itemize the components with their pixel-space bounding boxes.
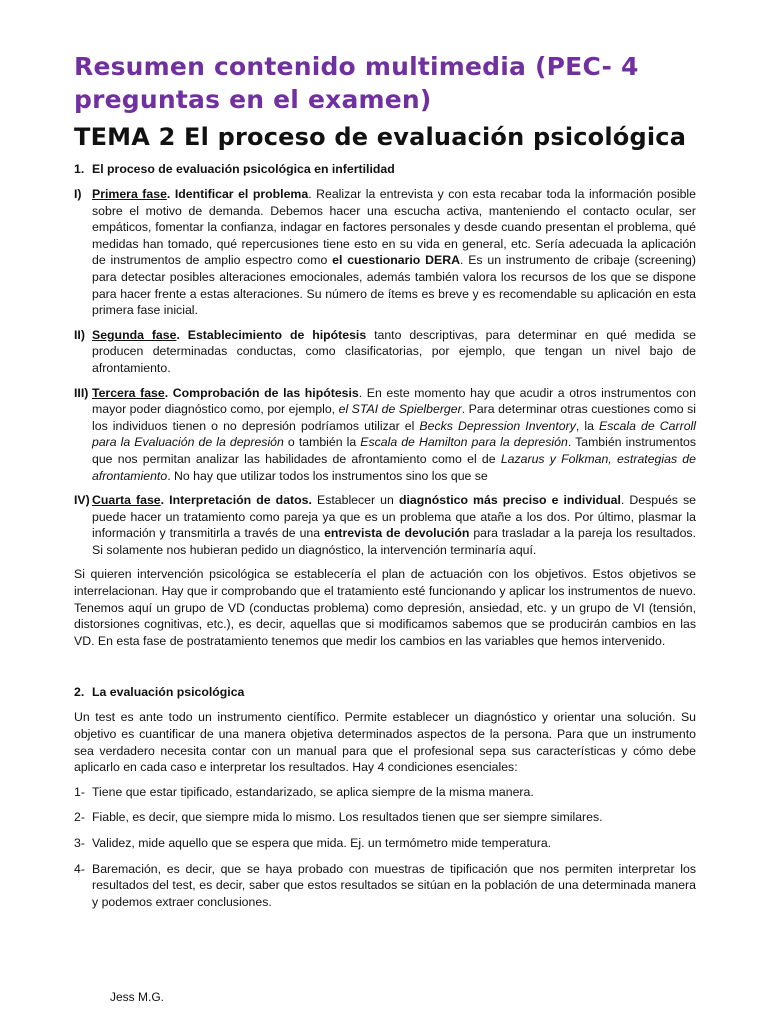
- phase-bold: . Comprobación de las hipótesis: [164, 385, 359, 400]
- phase-bold: . Interpretación de datos.: [160, 493, 312, 508]
- phase-3: [74, 385, 696, 485]
- phase-text: . No hay que utilizar todos los instrumentos sino los que se: [167, 468, 488, 483]
- spacer: [74, 657, 696, 679]
- phase-1: [74, 186, 696, 319]
- phase-text: para trasladar a la pareja los resultados. Si solamente nos hubieran pedido un diagnóstico, la intervención terminaría aquí.: [92, 526, 696, 557]
- phase-bold: . Establecimiento de hipótesis: [176, 327, 367, 342]
- list-number: 1-: [74, 784, 85, 799]
- phase-number: IV): [74, 493, 90, 508]
- list-number: 4-: [74, 861, 85, 876]
- section-title: La evaluación psicológica: [92, 685, 245, 700]
- phase-bold-term: entrevista de devolución: [324, 526, 470, 541]
- phase-number: I): [74, 187, 82, 201]
- section-heading-2: [74, 685, 696, 699]
- section-title: El proceso de evaluación psicológica en infertilidad: [92, 162, 395, 176]
- instrument-name: el STAI de Spielberger: [338, 402, 462, 417]
- phase-text: . Realizar la entrevista y con esta recabar toda la información posible sobre el motivo de demanda. Debemos hacer una escucha activa, manteniendo el contacto ocular, ser empáticos, fomentar la confianza, indagar en factores personales y desde cuando presentan el problema, qué medidas han tomado, qué repercusiones tiene esto en su vida en general, etc. Sería adecuada la aplicación de instrumentos de amplio espectro como: [92, 187, 696, 268]
- section-number: 1.: [74, 162, 85, 176]
- section-number: 2.: [74, 685, 85, 700]
- phase-label: Cuarta fase: [92, 493, 161, 508]
- paragraph-intervention: Si quieren intervención psicológica se establecería el plan de actuación con los objetivos. Estos objetivos se interrelacionan. Hay que ir comprobando que el tratamiento esté funcionando y aplicar los instrumentos de nuevo. Tenemos aquí un grupo de VD (conductas problema) como depresión, ansiedad, etc. y un grupo de VI (tensión, distorsiones cognitivas, etc.), es decir, aquellas que si modificamos sabemos que se producirán cambios en las VD. En esta fase de postratamiento tenemos que medir los cambios en las variables que hemos intervenido.: [74, 567, 696, 648]
- instrument-name: Becks Depression Inventory: [419, 418, 576, 433]
- phase-text: . Para determinar otras cuestiones como si los individuos tienen o no depresión podríamos utilizar el: [92, 402, 696, 433]
- phase-body: [92, 327, 696, 377]
- phase-body: [92, 492, 696, 558]
- phase-text: . Después se puede hacer un tratamiento como pareja ya que es un problema que atañe a los dos. Por último, plasmar la información y transmitirla a través de una: [92, 493, 697, 541]
- instrument-name: Lazarus y Folkman, estrategias de afrontamiento: [92, 451, 696, 483]
- phase-number: III): [74, 385, 89, 400]
- phase-text: o también la: [283, 435, 361, 450]
- list-text: Baremación, es decir, que se haya probado con muestras de tipificación que nos permiten interpretar los resultados del test, es decir, saber que estos resultados se sitúan en la población de una determinada manera y podemos extraer conclusiones.: [92, 861, 696, 909]
- phase-label: Segunda fase: [92, 327, 177, 342]
- main-title: Resumen contenido multimedia (PEC- 4 preguntas en el examen): [74, 52, 639, 114]
- phase-bold-term: el cuestionario DERA: [332, 253, 460, 268]
- section-heading-1: [74, 162, 696, 176]
- phase-text: . Es un instrumento de cribaje (screening) para detectar posibles alteraciones emocionales, además también valora los recursos de los que se dispone para hacer frente a estas alteraciones. Su número de ítems es breve y es recomendable su aplicación en esta primera fase inicial.: [92, 253, 696, 318]
- phase-text: tanto descriptivas, para determinar en qué medida se producen determinadas conductas, como clasificatorias, por ejemplo, que tengan un nivel bajo de afrontamiento.: [92, 327, 696, 375]
- list-item: [74, 861, 696, 911]
- conditions-list: [74, 784, 696, 911]
- phase-text: . También instrumentos que nos permitan analizar las habilidades de afrontamiento como el de: [92, 435, 697, 466]
- phase-body: [92, 385, 696, 485]
- phase-4: [74, 492, 696, 558]
- phase-number: II): [74, 327, 85, 342]
- paragraph-test: Un test es ante todo un instrumento científico. Permite establecer un diagnóstico y orientar una solución. Su objetivo es cuantificar de una manera objetiva determinados aspectos de la persona. Para que un instrumento sea verdadero necesita contar con un manual para que el profesional sepa sus características y cómo debe aplicarlo en cada caso e interpretar los resultados. Hay 4 condiciones esenciales:: [74, 710, 696, 775]
- phase-text: . En este momento hay que acudir a otros instrumentos con mayor poder diagnóstico como, por ejemplo,: [92, 385, 696, 417]
- list-text: Tiene que estar tipificado, estandarizado, se aplica siempre de la misma manera.: [92, 784, 534, 799]
- phase-text: Establecer un: [311, 493, 399, 508]
- instrument-name: Escala de Hamilton para la depresión: [360, 435, 568, 450]
- instrument-name: Escala de Carroll para la Evaluación de la depresión: [92, 418, 697, 450]
- phase-bold: . Identificar el problema: [166, 187, 309, 201]
- list-text: Validez, mide aquello que se espera que mida. Ej. un termómetro mide temperatura.: [92, 836, 552, 850]
- list-item: [74, 784, 696, 801]
- list-text: Fiable, es decir, que siempre mida lo mismo. Los resultados tienen que ser siempre similares.: [92, 810, 603, 825]
- phase-label: Primera fase: [92, 187, 167, 201]
- phase-2: [74, 327, 696, 377]
- list-item: [74, 835, 696, 852]
- phase-text: , la: [575, 418, 600, 433]
- phase-bold-term: diagnóstico más preciso e individual: [398, 493, 621, 508]
- list-number: 2-: [74, 810, 85, 825]
- list-item: [74, 809, 696, 826]
- phase-label: Tercera fase: [92, 385, 165, 400]
- footer-author: Jess M.G.: [110, 990, 165, 1004]
- tema-title: TEMA 2 El proceso de evaluación psicológica: [74, 123, 687, 151]
- list-number: 3-: [74, 836, 85, 850]
- phase-body: [92, 186, 696, 319]
- document-page: [74, 50, 696, 919]
